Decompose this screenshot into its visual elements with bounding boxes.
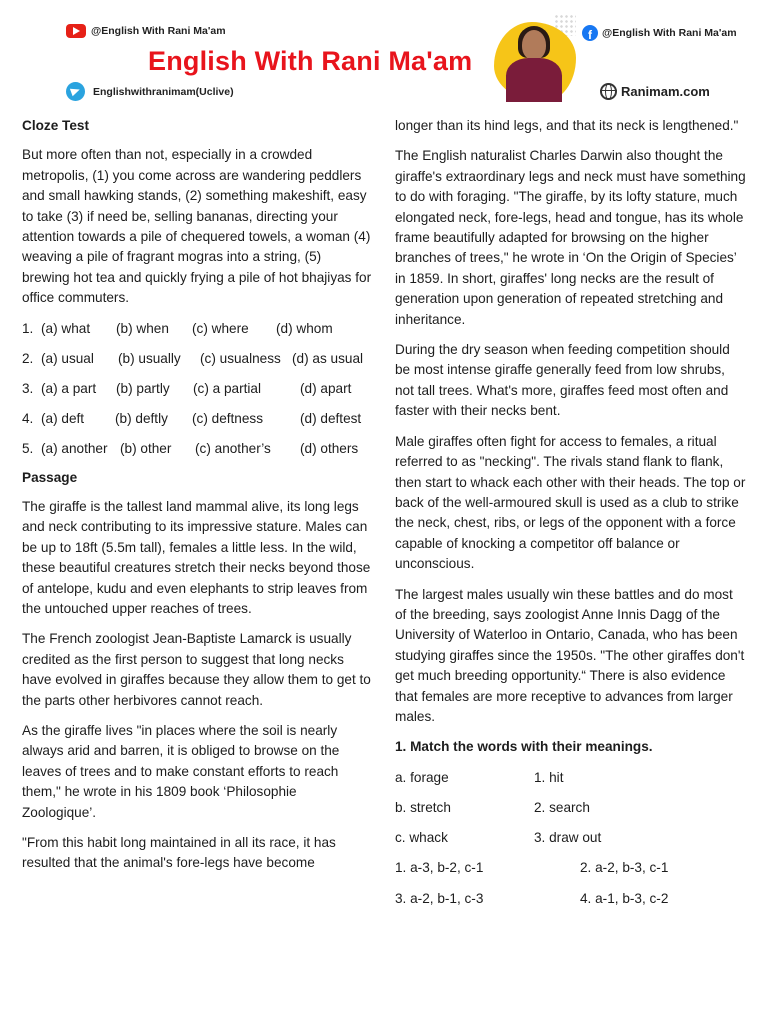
passage-paragraph: The French zoologist Jean-Baptiste Lamarck is usually credited as the first person to suggest that long necks have evolved in giraffes because they allow them to get to the parts other herbivores cannot reach. bbox=[22, 631, 371, 708]
answer-option: 3. a-2, b-1, c-3 bbox=[395, 890, 484, 906]
option-b: (b) deftly bbox=[115, 410, 168, 426]
telegram-handle: Englishwithranimam(Uclive) bbox=[93, 85, 234, 98]
match-word: b. stretch bbox=[395, 799, 451, 815]
facebook-icon: f bbox=[582, 25, 598, 41]
passage-paragraph: longer than its hind legs, and that its neck is lengthened." bbox=[395, 118, 739, 133]
option-c: (c) where bbox=[192, 320, 249, 336]
globe-icon bbox=[600, 83, 617, 100]
question-number: 2. bbox=[22, 350, 34, 366]
option-c: (c) deftness bbox=[192, 410, 264, 426]
option-b: (b) partly bbox=[116, 380, 170, 396]
option-c: (c) usualness bbox=[200, 350, 281, 366]
youtube-handle: @English With Rani Ma'am bbox=[91, 25, 226, 37]
question-number: 1. bbox=[22, 320, 34, 336]
photo-body bbox=[506, 58, 562, 102]
match-heading: 1. Match the words with their meanings. bbox=[395, 739, 653, 755]
website-link[interactable] bbox=[600, 83, 710, 100]
passage-paragraph: The largest males usually win these battles and do most of the breeding, says zoologist Anne Innis Dagg of the University of Waterloo in Ontario, Canada, who has been studying giraffes since the 1950s. "The other giraffes don't get much breeding opportunity.“ There is also evidence that females are more receptive to advances from larger males. bbox=[395, 586, 745, 724]
facebook-handle: @English With Rani Ma'am bbox=[602, 27, 737, 39]
option-d: (d) others bbox=[300, 440, 359, 456]
option-a: (a) deft bbox=[41, 410, 85, 426]
answer-option: 2. a-2, b-3, c-1 bbox=[580, 860, 669, 876]
question-row bbox=[22, 439, 372, 459]
right-column bbox=[395, 116, 747, 919]
cloze-paragraph: But more often than not, especially in a crowded metropolis, (1) you come across are wandering peddlers and small hawking stands, (2) something makeshift, easy to take (3) if need be, selling bananas, directing your attention towards a pile of chequered towels, a woman (4) weaving a pile of fragrant mogras into a string, (5) brewing hot tea and quickly frying a pile of hot bhajiyas for office commuters. bbox=[22, 147, 372, 306]
match-row bbox=[395, 798, 747, 818]
presenter-photo bbox=[494, 14, 574, 102]
passage-heading: Passage bbox=[22, 469, 78, 485]
question-row bbox=[22, 349, 372, 369]
passage-paragraph: "From this habit long maintained in all its race, it has resulted that the animal's fore-legs have become bbox=[22, 835, 336, 871]
question-row bbox=[22, 319, 372, 339]
left-column bbox=[22, 116, 372, 884]
option-d: (d) whom bbox=[276, 320, 333, 336]
option-d: (d) as usual bbox=[292, 350, 364, 366]
answer-option-row bbox=[395, 858, 747, 878]
brand-title: English With Rani Ma'am bbox=[148, 46, 473, 76]
match-meaning: 1. hit bbox=[534, 769, 564, 785]
facebook-handle-row[interactable] bbox=[582, 25, 737, 41]
answer-option: 1. a-3, b-2, c-1 bbox=[395, 860, 484, 876]
passage-paragraph: Male giraffes often fight for access to females, a ritual referred to as "necking". The rivals stand flank to flank, then start to whack each other with their heads. The top or back of the well-armoured skull is used as a club to strike the neck, chest, ribs, or legs of the opponent with a force capable of knocking a competitor off balance or unconscious. bbox=[395, 433, 746, 572]
photo-face bbox=[522, 30, 546, 60]
answer-option: 4. a-1, b-3, c-2 bbox=[580, 890, 669, 906]
option-a: (a) another bbox=[41, 440, 108, 456]
option-b: (b) when bbox=[116, 320, 169, 336]
passage-paragraph: During the dry season when feeding competition should be most intense giraffe generally feed from low shrubs, not tall trees. What's more, giraffes feed most often and faster with their necks bent. bbox=[395, 342, 730, 419]
match-meaning: 2. search bbox=[534, 799, 590, 815]
question-row bbox=[22, 409, 372, 429]
option-d: (d) apart bbox=[300, 380, 352, 396]
option-a: (a) what bbox=[41, 320, 91, 336]
option-b: (b) usually bbox=[118, 350, 181, 366]
question-number: 5. bbox=[22, 440, 34, 456]
passage-paragraph: The giraffe is the tallest land mammal alive, its long legs and neck contributing to its impressive stature. Males can be up to 18ft (5.5m tall), females a little less. In the wild, these beautiful creatures stretch their necks beyond those of antelope, kudu and even elephants to strip leaves from the untouched upper reaches of trees. bbox=[22, 498, 371, 617]
match-row bbox=[395, 768, 747, 788]
passage-paragraph: As the giraffe lives "in places where the soil is nearly always arid and barren, it is obliged to browse on the leaves of trees and to make constant efforts to reach them," he wrote in his 1809 book ‘Philosophie Zoologique’. bbox=[22, 723, 340, 820]
answer-option-row bbox=[395, 889, 747, 909]
option-c: (c) a partial bbox=[193, 380, 261, 396]
option-d: (d) deftest bbox=[300, 410, 362, 426]
question-row bbox=[22, 379, 372, 399]
passage-paragraph: The English naturalist Charles Darwin also thought the giraffe's extraordinary legs and neck must have something to do with foraging. "The giraffe, by its lofty stature, much elongated neck, fore-legs, head and tongue, has its whole frame beautifully adapted for browsing on the higher branches of trees," he wrote in ‘On the Origin of Species’ in 1859. In short, giraffes' long necks are the result of generation upon generation of repeated stretching and inheritance. bbox=[395, 148, 746, 327]
option-a: (a) a part bbox=[41, 380, 97, 396]
match-word: a. forage bbox=[395, 769, 449, 785]
question-number: 3. bbox=[22, 380, 34, 396]
question-number: 4. bbox=[22, 410, 34, 426]
telegram-handle-row[interactable] bbox=[66, 82, 234, 101]
match-meaning: 3. draw out bbox=[534, 830, 602, 846]
option-c: (c) another’s bbox=[195, 440, 271, 456]
match-word: c. whack bbox=[395, 830, 448, 846]
cloze-heading: Cloze Test bbox=[22, 118, 89, 133]
option-a: (a) usual bbox=[41, 350, 94, 366]
youtube-handle-row[interactable] bbox=[66, 24, 226, 38]
website-text: Ranimam.com bbox=[621, 84, 710, 99]
option-b: (b) other bbox=[120, 440, 172, 456]
match-row bbox=[395, 828, 747, 848]
page-header bbox=[0, 0, 768, 108]
telegram-icon bbox=[66, 82, 85, 101]
youtube-icon bbox=[66, 24, 86, 38]
